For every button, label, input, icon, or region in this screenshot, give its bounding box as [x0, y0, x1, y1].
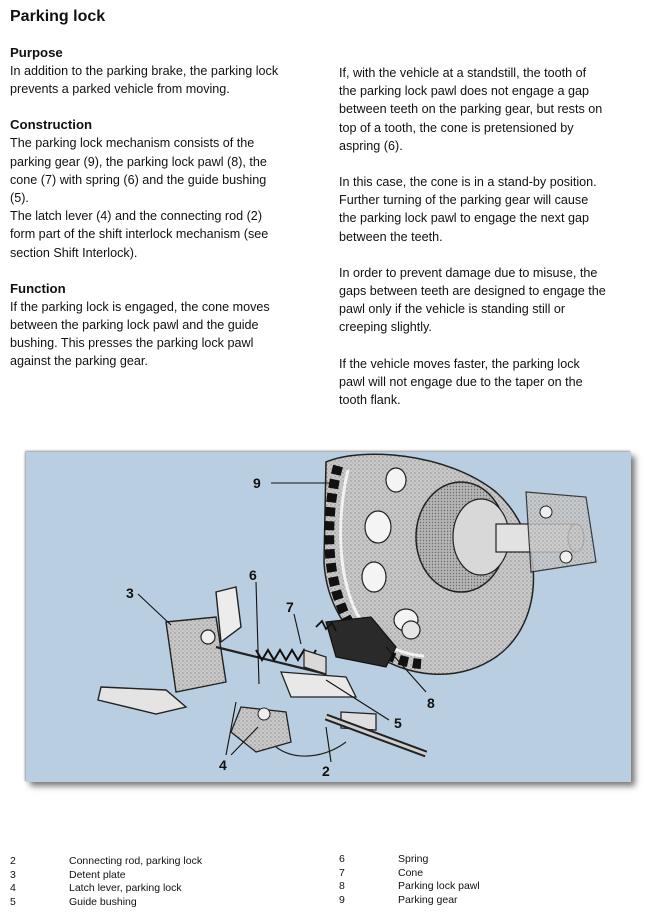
page-title: Parking lock: [10, 8, 106, 25]
callout-2: 2: [322, 763, 330, 779]
callout-7: 7: [286, 599, 294, 615]
function-heading: Function: [10, 280, 66, 296]
legend-item: 4 Latch lever, parking lock: [10, 882, 182, 895]
legend-item: 9 Parking gear: [339, 893, 458, 906]
legend-item: 6 Spring: [339, 853, 429, 865]
paragraph-line: gaps between teeth are designed to engage the: [339, 284, 606, 299]
construction-line: parking gear (9), the parking lock pawl (8), the: [10, 154, 267, 169]
legend-item: 8 Parking lock pawl: [339, 880, 480, 893]
function-line: against the parking gear.: [10, 354, 148, 369]
construction-line: section Shift Interlock).: [10, 245, 138, 260]
paragraph-line: tooth flank.: [339, 393, 401, 408]
construction-line: The parking lock mechanism consists of the: [10, 136, 255, 151]
detent-plate-drawing: [98, 587, 241, 714]
parking-lock-diagram: [26, 452, 631, 782]
construction-line: form part of the shift interlock mechanism (see: [10, 227, 269, 242]
construction-line: The latch lever (4) and the connecting rod (2): [10, 209, 263, 224]
legend-item: 5 Guide bushing: [10, 895, 137, 908]
legend-left: [10, 855, 202, 909]
callout-8: 8: [427, 695, 435, 711]
legend-right: [339, 853, 480, 907]
right-column: [339, 64, 639, 409]
legend-item: 3 Detent plate: [10, 868, 126, 881]
function-line: bushing. This presses the parking lock pawl: [10, 336, 254, 351]
left-column: [10, 44, 310, 371]
function-line: If the parking lock is engaged, the cone moves: [10, 299, 270, 314]
paragraph-line: If, with the vehicle at a standstill, the tooth of: [339, 66, 587, 80]
construction-line: (5).: [10, 191, 29, 206]
paragraph-line: the parking lock pawl to engage the next gap: [339, 211, 589, 226]
paragraph-line: In order to prevent damage due to misuse, the: [339, 265, 598, 280]
purpose-heading: Purpose: [10, 45, 63, 60]
function-line: between the parking lock pawl and the guide: [10, 318, 259, 333]
paragraph-line: the parking lock pawl does not engage a gap: [339, 84, 589, 99]
construction-heading: Construction: [10, 117, 93, 133]
paragraph-line: between the teeth.: [339, 229, 443, 244]
callout-9: 9: [253, 475, 261, 491]
paragraph-line: aspring (6).: [339, 138, 403, 153]
paragraph-line: In this case, the cone is in a stand-by position.: [339, 175, 597, 190]
purpose-line: prevents a parked vehicle from moving.: [10, 82, 230, 97]
paragraph-line: pawl only if the vehicle is standing still or: [339, 302, 566, 317]
callout-6: 6: [249, 567, 257, 583]
paragraph-line: creeping slightly.: [339, 320, 432, 335]
purpose-line: In addition to the parking brake, the parking lock: [10, 64, 279, 78]
paragraph-line: Further turning of the parking gear will cause: [339, 193, 589, 208]
callout-3: 3: [126, 585, 134, 601]
paragraph-line: top of a tooth, the cone is pretensioned by: [339, 120, 574, 135]
paragraph-line: If the vehicle moves faster, the parking lock: [339, 356, 580, 371]
paragraph-line: between teeth on the parking gear, but rests on: [339, 102, 603, 117]
legend-item: 2 Connecting rod, parking lock: [10, 855, 203, 867]
construction-line: cone (7) with spring (6) and the guide bushing: [10, 172, 267, 187]
callout-4: 4: [219, 757, 227, 773]
legend-item: 7 Cone: [339, 866, 424, 879]
paragraph-line: pawl will not engage due to the taper on the: [339, 374, 583, 389]
callout-5: 5: [394, 715, 402, 731]
